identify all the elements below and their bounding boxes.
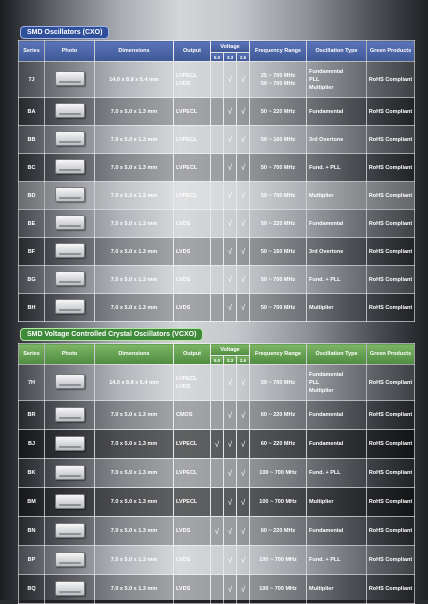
col-series: Series [19,41,45,62]
output-cell [174,98,211,126]
voltage-v50-cell [211,126,224,154]
frequency-line: 100 ~ 700 MHz [259,586,297,592]
frequency-cell [250,459,307,488]
voltage-v50-cell [211,238,224,266]
dimensions-cell: 7.0 x 5.0 x 1.3 mm [95,154,174,182]
oscillator-chip-icon [55,374,85,389]
dimensions-cell: 7.0 x 5.0 x 1.3 mm [95,517,174,546]
dimensions-cell: 7.0 x 5.0 x 1.3 mm [95,459,174,488]
voltage-v33-cell: √ [224,210,237,238]
dimensions-cell: 7.0 x 5.0 x 1.3 mm [95,294,174,322]
photo-cell [45,182,95,210]
voltage-v33-cell: √ [224,154,237,182]
green-products-cell: RoHS Compliant [367,182,415,210]
output-cell [174,365,211,401]
voltage-v25-cell: √ [237,546,250,575]
output-cell [174,266,211,294]
photo-cell [45,401,95,430]
col-oscillation: Oscillation Type [307,344,367,365]
frequency-cell [250,266,307,294]
oscillation-line: Fundamental [309,441,344,447]
frequency-line: 50 ~ 700 MHz [260,304,296,311]
voltage-v25-cell: √ [237,126,250,154]
frequency-cell [250,401,307,430]
photo-cell [45,266,95,294]
table-row [19,546,415,575]
voltage-v25-cell: √ [237,365,250,401]
voltage-v33-cell: √ [224,238,237,266]
col-voltage: Voltage [211,344,250,356]
dimensions-cell: 7.0 x 5.0 x 1.3 mm [95,182,174,210]
series-cell: 7H [19,365,45,401]
voltage-v50-cell [211,401,224,430]
oscillation-line: Multiplier [309,304,334,311]
voltage-v50-cell [211,294,224,322]
oscillation-type-cell [307,575,367,604]
dimensions-cell: 7.0 x 5.0 x 1.3 mm [95,238,174,266]
oscillator-chip-icon [55,103,85,118]
output-line: LVDS [176,528,191,534]
oscillation-line: Multiplier [309,586,334,592]
oscillator-chip-icon [55,436,85,451]
frequency-line: 50 ~ 700 MHz [260,192,296,199]
voltage-v33-cell: √ [224,365,237,401]
output-cell [174,517,211,546]
cxo-table-panel [18,40,414,322]
green-products-cell: RoHS Compliant [367,430,415,459]
photo-cell [45,238,95,266]
frequency-line: 60 ~ 220 MHz [260,528,296,534]
output-line: LVDS [176,276,191,283]
col-v50: 5.0 [211,356,224,365]
series-cell: BB [19,126,45,154]
oscillation-type-cell [307,62,367,98]
table-row [19,154,415,182]
output-cell [174,126,211,154]
oscillation-line: Fund. + PLL [309,557,341,563]
frequency-line: 50 ~ 700 MHz [260,164,296,171]
vcxo-table [18,343,415,604]
voltage-v25-cell: √ [237,459,250,488]
series-cell: BP [19,546,45,575]
frequency-cell [250,294,307,322]
oscillator-chip-icon [55,407,85,422]
output-line: LVPECL [176,499,198,505]
voltage-v33-cell: √ [224,62,237,98]
col-frequency: Frequency Range [250,41,307,62]
green-products-cell: RoHS Compliant [367,238,415,266]
voltage-v50-cell [211,488,224,517]
frequency-cell [250,488,307,517]
frequency-cell [250,238,307,266]
table-row [19,401,415,430]
photo-cell [45,98,95,126]
oscillation-line: 3rd Overtone [309,136,344,143]
voltage-v33-cell: √ [224,294,237,322]
oscillator-chip-icon [55,299,85,314]
frequency-line: 50 ~ 160 MHz [260,136,296,143]
green-products-cell: RoHS Compliant [367,266,415,294]
output-cell [174,154,211,182]
output-line: LVPECL [176,470,198,476]
photo-cell [45,294,95,322]
frequency-cell [250,575,307,604]
frequency-line: 100 ~ 700 MHz [259,470,297,476]
frequency-line: 100 ~ 700 MHz [259,557,297,563]
voltage-v25-cell: √ [237,210,250,238]
green-products-cell: RoHS Compliant [367,126,415,154]
col-green: Green Products [367,41,415,62]
table-row [19,126,415,154]
oscillation-line: Multiplier [309,387,334,394]
green-products-cell: RoHS Compliant [367,294,415,322]
voltage-v25-cell: √ [237,62,250,98]
green-products-cell: RoHS Compliant [367,517,415,546]
voltage-v33-cell: √ [224,488,237,517]
dimensions-cell: 7.0 x 5.0 x 1.3 mm [95,430,174,459]
output-line: LVPECL [176,164,198,171]
voltage-v33-cell: √ [224,575,237,604]
voltage-v25-cell: √ [237,98,250,126]
col-v33: 3.3 [224,53,237,62]
oscillation-line: Fundamental [309,412,344,418]
oscillator-chip-icon [55,159,85,174]
photo-cell [45,62,95,98]
frequency-line: 60 ~ 220 MHz [260,441,296,447]
oscillator-chip-icon [55,131,85,146]
series-cell: BG [19,266,45,294]
table-row [19,266,415,294]
vcxo-section-title: SMD Voltage Controlled Crystal Oscillators (VCXO) [20,328,203,341]
output-line: LVPECL [176,72,198,79]
voltage-v33-cell: √ [224,126,237,154]
output-cell [174,459,211,488]
oscillation-line: Fundamental [309,371,344,378]
table-row [19,62,415,98]
output-line: LVPECL [176,375,198,382]
voltage-v25-cell: √ [237,401,250,430]
oscillation-type-cell [307,210,367,238]
output-line: LVPECL [176,441,198,447]
col-dimensions: Dimensions [95,344,174,365]
photo-cell [45,210,95,238]
frequency-line: 50 ~ 700 MHz [260,80,296,87]
frequency-cell [250,98,307,126]
oscillation-line: Fundamental [309,220,344,227]
oscillator-chip-icon [55,243,85,258]
output-cell [174,546,211,575]
cxo-section-title: SMD Oscillators (CXO) [20,26,109,39]
output-line: CMOS [176,412,193,418]
series-cell: BM [19,488,45,517]
photo-cell [45,154,95,182]
frequency-cell [250,546,307,575]
dimensions-cell: 7.0 x 5.0 x 1.3 mm [95,488,174,517]
cxo-table-body [19,62,415,322]
frequency-line: 100 ~ 700 MHz [259,499,297,505]
output-line: LVDS [176,304,191,311]
oscillation-type-cell [307,365,367,401]
series-cell: BK [19,459,45,488]
green-products-cell: RoHS Compliant [367,98,415,126]
frequency-line: 50 ~ 220 MHz [260,220,296,227]
col-v33: 3.3 [224,356,237,365]
voltage-v25-cell: √ [237,517,250,546]
oscillation-type-cell [307,459,367,488]
voltage-v33-cell: √ [224,546,237,575]
series-cell: BE [19,210,45,238]
oscillator-chip-icon [55,71,85,86]
table-row [19,98,415,126]
output-cell [174,575,211,604]
photo-cell [45,575,95,604]
series-cell: BD [19,182,45,210]
output-cell [174,210,211,238]
frequency-cell [250,154,307,182]
frequency-cell [250,62,307,98]
green-products-cell: RoHS Compliant [367,488,415,517]
dimensions-cell: 14.0 x 8.8 x 5.4 mm [95,365,174,401]
table-row [19,459,415,488]
frequency-line: 50 ~ 220 MHz [260,108,296,115]
frequency-cell [250,210,307,238]
oscillator-chip-icon [55,215,85,230]
photo-cell [45,517,95,546]
dimensions-cell: 7.0 x 5.0 x 1.3 mm [95,546,174,575]
voltage-v50-cell [211,98,224,126]
oscillator-chip-icon [55,271,85,286]
vcxo-table-panel [18,343,414,604]
frequency-cell [250,517,307,546]
oscillation-line: Fundamental [309,108,344,115]
col-photo: Photo [45,344,95,365]
col-output: Output [174,344,211,365]
series-cell: BC [19,154,45,182]
voltage-v50-cell [211,546,224,575]
oscillation-line: Fundamental [309,68,344,75]
voltage-v50-cell [211,459,224,488]
green-products-cell: RoHS Compliant [367,62,415,98]
table-row [19,365,415,401]
oscillation-line: Fund. + PLL [309,164,341,171]
voltage-v50-cell: √ [211,430,224,459]
output-line: LVPECL [176,108,198,115]
oscillation-type-cell [307,98,367,126]
frequency-cell [250,126,307,154]
output-cell [174,401,211,430]
voltage-v50-cell [211,182,224,210]
oscillation-line: Multiplier [309,192,334,199]
table-row [19,517,415,546]
voltage-v50-cell [211,266,224,294]
frequency-line: 60 ~ 220 MHz [260,412,296,418]
series-cell: 7J [19,62,45,98]
oscillation-line: PLL [309,76,320,83]
oscillator-chip-icon [55,187,85,202]
oscillation-line: PLL [309,379,320,386]
voltage-v25-cell: √ [237,238,250,266]
oscillation-line: Multiplier [309,84,334,91]
voltage-v25-cell: √ [237,488,250,517]
series-cell: BJ [19,430,45,459]
cxo-table [18,40,415,322]
photo-cell [45,365,95,401]
voltage-v33-cell: √ [224,98,237,126]
photo-cell [45,126,95,154]
output-line: LVDS [176,80,191,87]
output-line: LVDS [176,557,191,563]
photo-cell [45,459,95,488]
oscillator-chip-icon [55,552,85,567]
series-cell: BF [19,238,45,266]
oscillation-type-cell [307,546,367,575]
output-cell [174,294,211,322]
voltage-v33-cell: √ [224,430,237,459]
series-cell: BN [19,517,45,546]
table-row [19,430,415,459]
oscillation-line: 3rd Overtone [309,248,344,255]
oscillation-type-cell [307,517,367,546]
dimensions-cell: 7.0 x 5.0 x 1.3 mm [95,210,174,238]
photo-cell [45,546,95,575]
oscillation-type-cell [307,182,367,210]
green-products-cell: RoHS Compliant [367,154,415,182]
voltage-v50-cell [211,210,224,238]
oscillation-type-cell [307,401,367,430]
frequency-line: 25 ~ 700 MHz [260,72,296,79]
output-line: LVDS [176,220,191,227]
voltage-v33-cell: √ [224,459,237,488]
frequency-cell [250,365,307,401]
oscillation-type-cell [307,126,367,154]
oscillation-type-cell [307,488,367,517]
vcxo-table-body [19,365,415,604]
voltage-v25-cell: √ [237,430,250,459]
oscillation-type-cell [307,154,367,182]
voltage-v33-cell: √ [224,182,237,210]
oscillation-line: Fundamental [309,528,344,534]
dimensions-cell: 7.0 x 5.0 x 1.3 mm [95,401,174,430]
col-frequency: Frequency Range [250,344,307,365]
green-products-cell: RoHS Compliant [367,459,415,488]
voltage-v50-cell [211,365,224,401]
photo-cell [45,430,95,459]
oscillator-chip-icon [55,523,85,538]
green-products-cell: RoHS Compliant [367,401,415,430]
oscillation-line: Fund. + PLL [309,276,341,283]
green-products-cell: RoHS Compliant [367,210,415,238]
frequency-line: 50 ~ 700 MHz [260,379,296,386]
oscillation-line: Multiplier [309,499,334,505]
voltage-v25-cell: √ [237,575,250,604]
table-row [19,294,415,322]
output-line: LVDS [176,586,191,592]
green-products-cell: RoHS Compliant [367,546,415,575]
frequency-cell [250,430,307,459]
dimensions-cell: 7.0 x 5.0 x 1.3 mm [95,98,174,126]
oscillation-type-cell [307,238,367,266]
frequency-line: 50 ~ 160 MHz [260,248,296,255]
col-dimensions: Dimensions [95,41,174,62]
col-green: Green Products [367,344,415,365]
voltage-v50-cell [211,575,224,604]
series-cell: BH [19,294,45,322]
oscillator-chip-icon [55,465,85,480]
table-row [19,182,415,210]
col-v50: 5.0 [211,53,224,62]
frequency-cell [250,182,307,210]
oscillation-type-cell [307,430,367,459]
photo-cell [45,488,95,517]
series-cell: BQ [19,575,45,604]
output-line: LVPECL [176,136,198,143]
oscillator-chip-icon [55,494,85,509]
oscillator-chip-icon [55,581,85,596]
output-cell [174,182,211,210]
output-line: LVDS [176,383,191,390]
col-output: Output [174,41,211,62]
voltage-v50-cell [211,62,224,98]
output-cell [174,430,211,459]
output-line: LVPECL [176,192,198,199]
output-cell [174,62,211,98]
voltage-v33-cell: √ [224,401,237,430]
voltage-v33-cell: √ [224,266,237,294]
oscillation-type-cell [307,266,367,294]
dimensions-cell: 7.0 x 5.0 x 1.3 mm [95,266,174,294]
green-products-cell: RoHS Compliant [367,575,415,604]
table-row [19,575,415,604]
oscillation-type-cell [307,294,367,322]
table-row [19,210,415,238]
dimensions-cell: 7.0 x 5.0 x 1.3 mm [95,575,174,604]
dimensions-cell: 14.0 x 8.8 x 5.4 mm [95,62,174,98]
col-v25: 2.5 [237,53,250,62]
col-oscillation: Oscillation Type [307,41,367,62]
col-series: Series [19,344,45,365]
voltage-v25-cell: √ [237,182,250,210]
oscillation-line: Fund. + PLL [309,470,341,476]
table-row [19,238,415,266]
table-row [19,488,415,517]
voltage-v25-cell: √ [237,154,250,182]
green-products-cell: RoHS Compliant [367,365,415,401]
voltage-v33-cell: √ [224,517,237,546]
series-cell: BA [19,98,45,126]
dimensions-cell: 7.0 x 5.0 x 1.3 mm [95,126,174,154]
output-cell [174,488,211,517]
voltage-v50-cell: √ [211,517,224,546]
col-v25: 2.5 [237,356,250,365]
voltage-v50-cell [211,154,224,182]
col-voltage: Voltage [211,41,250,53]
frequency-line: 50 ~ 700 MHz [260,276,296,283]
voltage-v25-cell: √ [237,266,250,294]
voltage-v25-cell: √ [237,294,250,322]
col-photo: Photo [45,41,95,62]
output-line: LVDS [176,248,191,255]
output-cell [174,238,211,266]
series-cell: BR [19,401,45,430]
